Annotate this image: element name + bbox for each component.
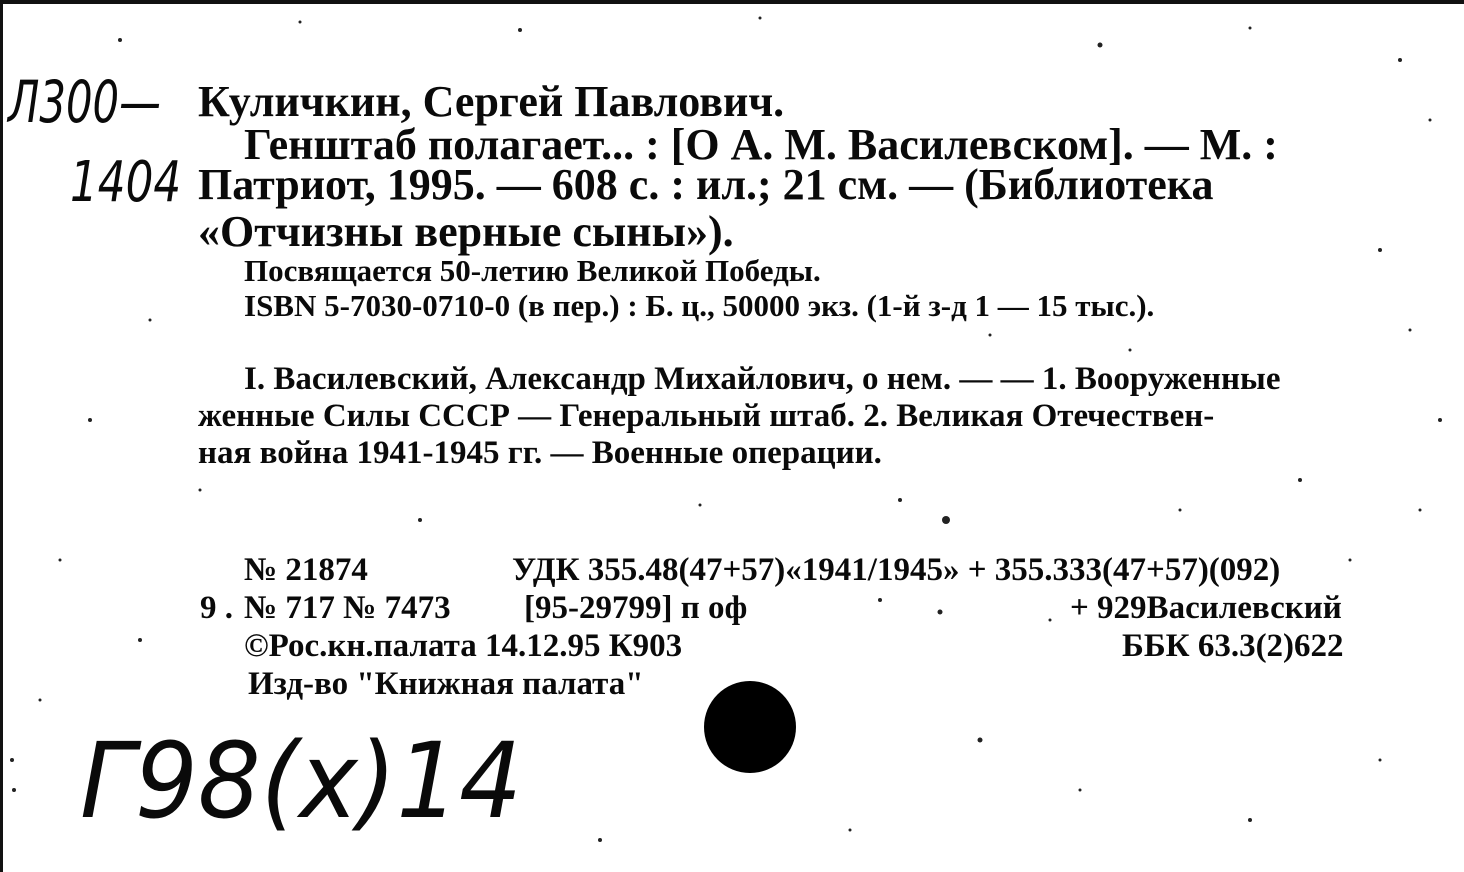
title-line-2: Патриот, 1995. — 608 с. : ил.; 21 см. — (Библиотека [198, 160, 1214, 209]
punch-hole [704, 681, 796, 773]
title-line-1: Генштаб полагает... : [О А. М. Василевском]. — М. : [244, 120, 1278, 169]
subject-line-2: женные Силы СССР — Генеральный штаб. 2. Великая Отечествен- [198, 398, 1215, 434]
card-numbers: № 717 № 7473 [244, 590, 451, 626]
handwritten-shelf-mark: Г98(х)14 [80, 720, 523, 842]
subject-line-3: ная война 1941-1945 гг. — Военные операции. [198, 435, 882, 471]
book-chamber: ©Рос.кн.палата 14.12.95 К903 [244, 628, 683, 664]
footer-prefix: 9 . [200, 590, 233, 626]
handwritten-code-top: Л300— [8, 68, 161, 136]
subject-line-1: I. Василевский, Александр Михайлович, о нем. — — 1. Вооруженные [244, 361, 1281, 397]
bbk-code: ББК 63.3(2)622 [1122, 628, 1344, 664]
title-line-3: «Отчизны верные сыны»). [198, 207, 734, 256]
dedication-note: Посвящается 50-летию Великой Победы. [244, 253, 821, 288]
handwritten-code-bottom: 1404 [70, 150, 182, 215]
extra-index: + 929Василевский [1070, 590, 1342, 626]
isbn-line: ISBN 5-7030-0710-0 (в пер.) : Б. ц., 50000 экз. (1-й з-д 1 — 15 тыс.). [244, 288, 1155, 323]
udk-code: УДК 355.48(47+57)«1941/1945» + 355.333(47+57)(092) [512, 552, 1281, 588]
author-heading: Куличкин, Сергей Павлович. [198, 77, 785, 126]
record-number: № 21874 [244, 552, 368, 588]
publisher-line: Изд-во "Книжная палата" [248, 666, 644, 702]
order-code: [95-29799] п оф [524, 590, 748, 626]
